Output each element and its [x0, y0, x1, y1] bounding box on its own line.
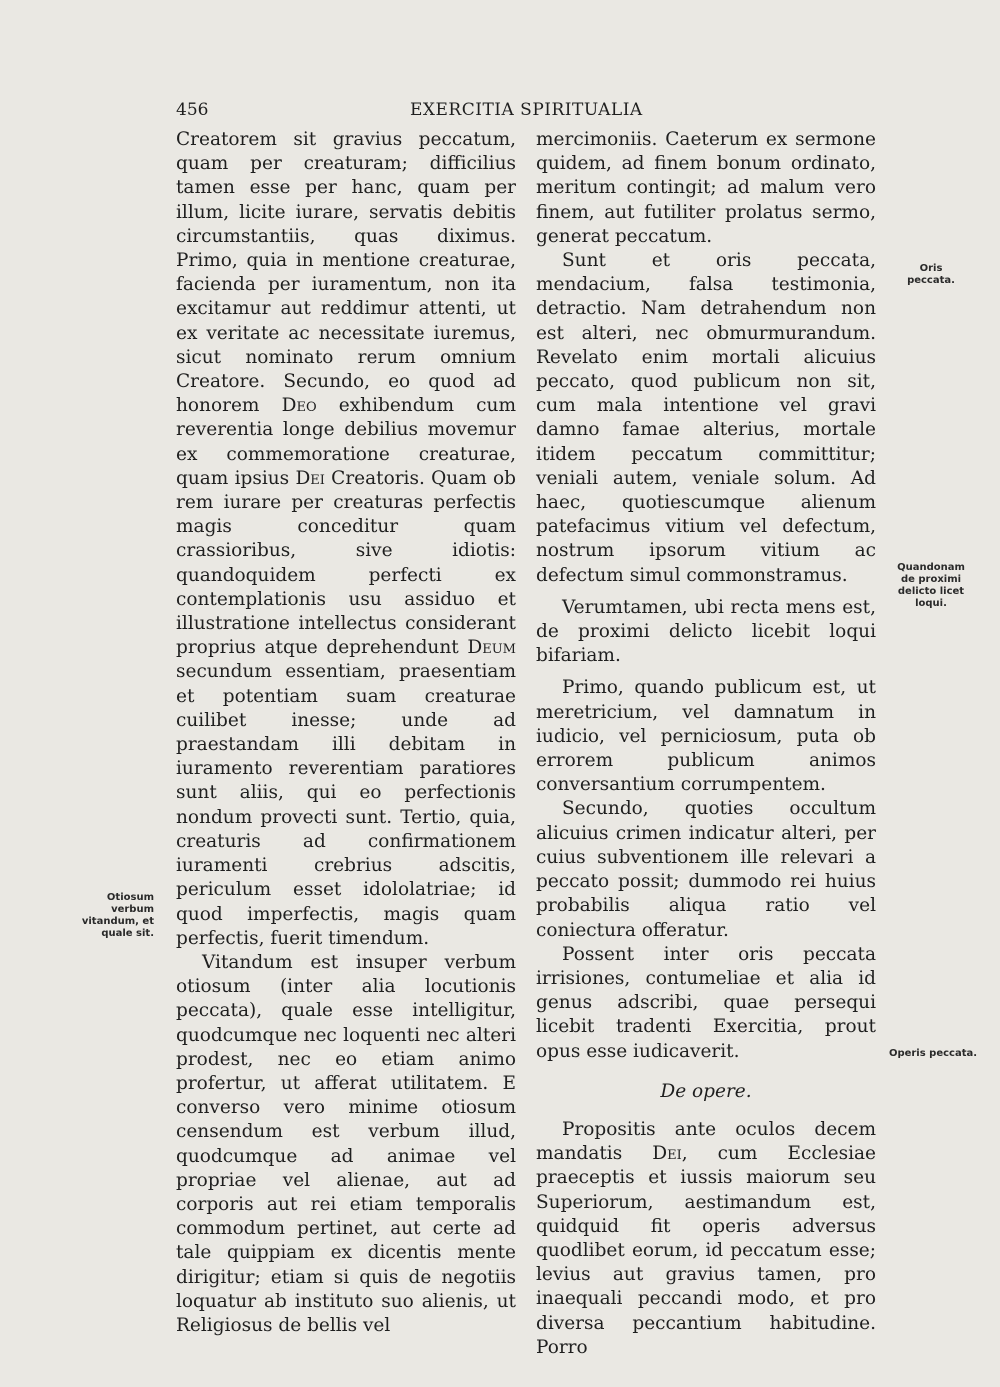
- left-column: [176, 128, 516, 1338]
- paragraph-oris-peccata: Sunt et oris peccata, mendacium, falsa testimonia, detractio. Nam detrahendum non est alteri, nec obmurmurandum. Revelato enim mortali alicuius peccato, quod publicum non sit, cum mala intentione vel gravi damno famae alterius, mortale itidem peccatum committitur; veniali autem, veniale solum. Ad haec, quotiescumque alienum patefacimus vitium vel defectum, nostrum ipsorum vitium ac defectum simul commonstramus.: [536, 250, 876, 586]
- paragraph-primo: Primo, quando publicum est, ut meretricium, vel damnatum in iudicio, vel perniciosum, puta ob errorem publicum animos conversantium corrumpentem.: [536, 677, 876, 796]
- paragraph-propositis: Propositis ante oculos decem mandatis Dei, cum Ecclesiae praeceptis et iussis maiorum seu Superiorum, aestimandum est, quidquid fit operis adversus quodlibet eorum, id peccatum esse; levius aut gravius tamen, pro inaequali peccandi modo, et pro diversa peccantium habitudine. Porro: [536, 1118, 876, 1358]
- paragraph-possent: Possent inter oris peccata irrisiones, contumeliae et alia id genus adscribi, quae persequi licebit tradenti Exercitia, prout opus esse iudicaverit.: [536, 943, 876, 1062]
- page-number: 456: [176, 100, 209, 120]
- section-heading-de-opere: De opere.: [660, 1080, 752, 1102]
- paragraph-verumtamen: Verumtamen, ubi recta mens est, de proximi delicto licebit loqui bifariam.: [536, 596, 876, 667]
- paragraph-verbum-otiosum: Vitandum est insuper verbum otiosum (inter alia locutionis peccata), quale esse intelligitur, quodcumque nec loquenti nec alteri prodest, nec eo etiam animo profertur, ut afferat utilitatem. E converso vero minime otiosum censendum est verbum illud, quodcumque ad animae vel propriae vel alienae, aut ad corporis aut rei etiam temporalis commodum pertinet, aut certe ad tale quippiam ex dicentis mente dirigitur; etiam si quis de negotiis loquatur ab instituto suo alienis, ut Religiosus de bellis vel: [176, 951, 516, 1336]
- margin-note-quandonam: Quandonam de proximi delicto licet loqui.: [897, 562, 965, 609]
- margin-note-otiosum-verbum: Otiosum verbum vitandum, et quale sit.: [81, 892, 154, 939]
- margin-note-oris-peccata: Oris peccata.: [907, 263, 955, 286]
- running-head: [176, 98, 876, 122]
- paragraph-iuramentum: Creatorem sit gravius peccatum, quam per creaturam; difficilius tamen esse per hanc, quam per illum, licite iurare, servatis debitis circumstantiis, quas diximus. Primo, quia in mentione creaturae, facienda per iuramentum, non ita excitamur aut reddimur attenti, ut ex veritate ac necessitate iuremus, sicut nominato rerum omnium Creatore. Secundo, eo quod ad honorem Deo exhibendum cum reverentia longe debilius movemur ex commemoratione creaturae, quam ipsius Dei Creatoris. Quam ob rem iurare per creaturas perfectis magis conceditur quam crassioribus, sive idiotis: quandoquidem perfecti ex contemplationis usu assiduo et illustratione intellectus considerant proprius atque deprehendunt Deum secundum essentiam, praesentiam et potentiam suam creaturae cuilibet inesse; unde ad praestandam illi debitam in iuramento reverentiam paratiores sunt aliis, qui eo perfectionis nondum provecti sunt. Tertio, quia, creaturis ad confirmationem iuramenti crebrius adscitis, periculum esset idololatriae; id quod imperfectis, magis quam perfectis, fuerit timendum.: [176, 129, 516, 949]
- running-title: EXERCITIA SPIRITUALIA: [410, 100, 643, 120]
- paragraph-secundo: Secundo, quoties occultum alicuius crimen indicatur alteri, per cuius subventionem ille relevari a peccato possit; dummodo rei huius probabilis aliqua ratio vel coniectura offeratur.: [536, 798, 876, 941]
- paragraph-mercimoniis: mercimoniis. Caeterum ex sermone quidem, ad finem bonum ordinato, meritum contingit; ad malum vero finem, aut futiliter prolatus sermo, generat peccatum.: [536, 129, 876, 247]
- margin-note-operis-peccata: Operis peccata.: [888, 1048, 978, 1059]
- right-column: [536, 128, 876, 1360]
